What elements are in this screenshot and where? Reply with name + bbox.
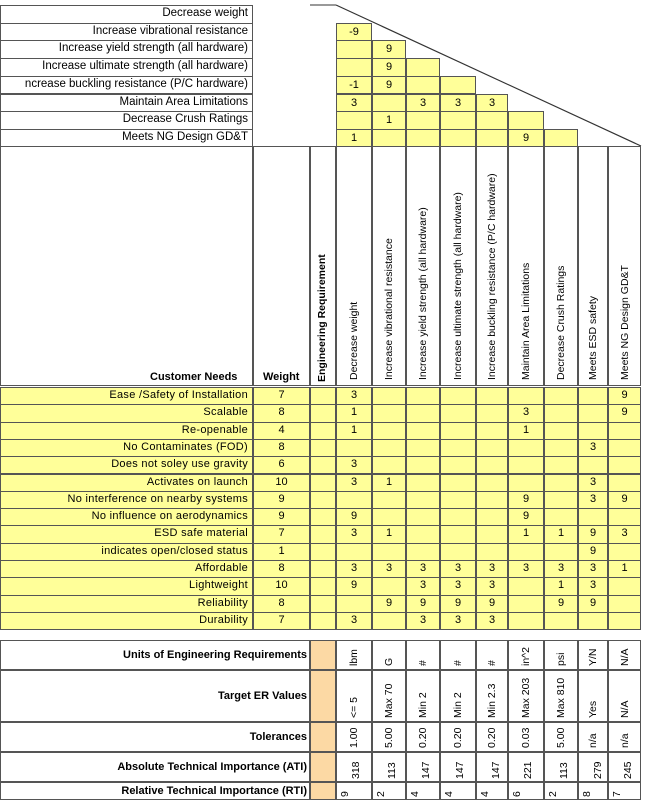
relationship-cell <box>336 595 372 613</box>
roof-value: 1 <box>385 114 393 127</box>
tolerance-value: 5.00 <box>555 727 567 748</box>
relationship-cell <box>440 525 476 543</box>
relationship-cell <box>372 404 406 422</box>
ati-value: 147 <box>490 761 502 779</box>
unit-value: # <box>452 660 464 666</box>
relationship-cell: 1 <box>336 422 372 440</box>
tolerance-label: Tolerances <box>0 722 310 752</box>
roof-row-label: Decrease Crush Ratings <box>0 111 253 130</box>
unit-value: G <box>383 657 395 666</box>
weight-header: Weight <box>263 371 300 383</box>
column-header: Increase ultimate strength (all hardware) <box>452 192 464 380</box>
need-label: No influence on aerodynamics <box>0 508 253 526</box>
relationship-cell: 9 <box>608 387 641 405</box>
relationship-cell <box>578 612 608 630</box>
relationship-cell: 3 <box>440 577 476 595</box>
relationship-cell: 3 <box>476 612 508 630</box>
relationship-cell <box>372 612 406 630</box>
relationship-cell <box>476 508 508 526</box>
relationship-cell <box>440 387 476 405</box>
er-cell <box>310 456 336 474</box>
relationship-cell: 1 <box>372 474 406 492</box>
roof-value: 3 <box>488 96 496 109</box>
need-weight: 6 <box>253 456 310 474</box>
relationship-cell: 1 <box>372 525 406 543</box>
relationship-cell <box>578 508 608 526</box>
customer-needs-header: Customer Needs <box>150 371 238 383</box>
need-label: Ease /Safety of Installation <box>0 387 253 405</box>
need-weight: 1 <box>253 543 310 561</box>
relationship-cell <box>578 404 608 422</box>
er-cell <box>310 474 336 492</box>
need-weight: 7 <box>253 525 310 543</box>
relationship-cell <box>608 422 641 440</box>
need-label: Re-openable <box>0 422 253 440</box>
relationship-cell <box>508 439 544 457</box>
relationship-cell <box>508 543 544 561</box>
need-label: No Contaminates (FOD) <box>0 439 253 457</box>
units-label: Units of Engineering Requirements <box>0 640 310 670</box>
tolerance-value: n/a <box>618 733 631 748</box>
need-label: indicates open/closed status <box>0 543 253 561</box>
rti-value: 4 <box>479 791 491 797</box>
target-value: <= 5 <box>348 696 360 718</box>
relationship-cell: 3 <box>578 474 608 492</box>
need-weight: 8 <box>253 404 310 422</box>
relationship-cell <box>608 474 641 492</box>
relationship-cell <box>372 508 406 526</box>
unit-value: lbm <box>348 649 360 666</box>
relationship-cell <box>406 508 440 526</box>
roof-row-label: Meets NG Design GD&T <box>0 129 253 148</box>
need-weight: 7 <box>253 387 310 405</box>
tolerance-value: 0.20 <box>452 727 464 748</box>
relationship-cell <box>406 456 440 474</box>
relationship-cell <box>476 456 508 474</box>
need-weight: 7 <box>253 612 310 630</box>
column-header: Increase buckling resistance (P/C hardware) <box>486 173 498 380</box>
er-cell <box>310 404 336 422</box>
relationship-cell <box>476 491 508 509</box>
roof-value: 3 <box>350 96 358 109</box>
roof-value: 9 <box>385 78 393 91</box>
er-cell <box>310 422 336 440</box>
relationship-cell <box>578 422 608 440</box>
relationship-cell: 1 <box>608 560 641 578</box>
relationship-cell: 3 <box>440 612 476 630</box>
relationship-cell: 3 <box>544 560 578 578</box>
relationship-cell: 9 <box>336 508 372 526</box>
relationship-cell <box>608 595 641 613</box>
relationship-cell <box>508 387 544 405</box>
relationship-cell: 1 <box>336 404 372 422</box>
relationship-cell <box>608 456 641 474</box>
tolerance-value: 0.03 <box>520 727 532 748</box>
roof-diagonal <box>0 0 646 160</box>
relationship-cell <box>544 422 578 440</box>
tolerance-value: 0.20 <box>417 727 429 748</box>
ati-value: 147 <box>420 761 432 779</box>
roof-value: 1 <box>350 131 358 144</box>
relationship-cell <box>608 577 641 595</box>
need-label: Activates on launch <box>0 474 253 492</box>
unit-value: in^2 <box>520 647 532 666</box>
relationship-cell: 3 <box>406 577 440 595</box>
relationship-cell <box>406 525 440 543</box>
relationship-cell: 1 <box>544 577 578 595</box>
relationship-cell <box>440 474 476 492</box>
target-label: Target ER Values <box>0 670 310 722</box>
relationship-cell <box>544 439 578 457</box>
rti-value: 6 <box>511 791 523 797</box>
relationship-cell: 3 <box>336 525 372 543</box>
target-value: Max 810 <box>555 677 567 718</box>
er-cell <box>310 595 336 613</box>
relationship-cell <box>578 456 608 474</box>
relationship-cell <box>508 474 544 492</box>
relationship-cell: 9 <box>578 525 608 543</box>
roof-value: 9 <box>385 61 393 74</box>
relationship-cell <box>608 543 641 561</box>
relationship-cell: 9 <box>608 404 641 422</box>
header-blank <box>0 146 253 386</box>
relationship-cell <box>476 439 508 457</box>
column-header: Meets NG Design GD&T <box>618 265 631 380</box>
tolerance-value: 1.00 <box>348 727 360 748</box>
relationship-cell <box>372 491 406 509</box>
need-weight: 10 <box>253 474 310 492</box>
target-value: N/A <box>618 700 631 718</box>
relationship-cell <box>406 474 440 492</box>
relationship-cell: 3 <box>578 577 608 595</box>
relationship-cell: 3 <box>336 474 372 492</box>
roof-value: 3 <box>419 96 427 109</box>
target-value: Max 70 <box>383 683 395 718</box>
ati-value: 279 <box>592 761 604 779</box>
relationship-cell <box>406 491 440 509</box>
er-cell <box>310 387 336 405</box>
relationship-cell: 3 <box>372 560 406 578</box>
relationship-cell: 9 <box>578 543 608 561</box>
er-cell <box>310 508 336 526</box>
relationship-cell: 9 <box>476 595 508 613</box>
rti-value: 9 <box>339 791 351 797</box>
relationship-cell: 3 <box>578 560 608 578</box>
relationship-cell <box>578 387 608 405</box>
relationship-cell <box>336 491 372 509</box>
rti-value: 7 <box>611 791 623 797</box>
need-weight: 4 <box>253 422 310 440</box>
relationship-cell <box>476 422 508 440</box>
relationship-cell <box>440 491 476 509</box>
er-cell <box>310 577 336 595</box>
relationship-cell: 9 <box>508 491 544 509</box>
need-weight: 9 <box>253 491 310 509</box>
weight-header-cell <box>253 146 310 386</box>
target-value: Min 2 <box>417 692 429 718</box>
relationship-cell <box>608 612 641 630</box>
tolerance-value: 5.00 <box>383 727 395 748</box>
target-value: Yes <box>587 700 599 718</box>
relationship-cell <box>372 543 406 561</box>
relationship-cell <box>336 543 372 561</box>
relationship-cell: 3 <box>578 491 608 509</box>
need-label: ESD safe material <box>0 525 253 543</box>
relationship-cell: 3 <box>440 560 476 578</box>
relationship-cell <box>440 439 476 457</box>
relationship-cell <box>440 543 476 561</box>
relationship-cell <box>440 404 476 422</box>
need-label: Scalable <box>0 404 253 422</box>
relationship-cell <box>406 422 440 440</box>
need-weight: 10 <box>253 577 310 595</box>
roof-row-label: ncrease buckling resistance (P/C hardware) <box>0 76 253 95</box>
ati-label: Absolute Technical Importance (ATI) <box>0 752 310 782</box>
relationship-cell <box>544 456 578 474</box>
target-value: Max 203 <box>520 677 532 718</box>
ati-value: 221 <box>522 761 534 779</box>
relationship-cell <box>440 508 476 526</box>
er-footer-cell <box>310 722 336 752</box>
rti-value: 4 <box>409 791 421 797</box>
unit-value: Y/N <box>587 648 599 666</box>
need-weight: 9 <box>253 508 310 526</box>
rti-value: 4 <box>443 791 455 797</box>
er-footer-cell <box>310 782 336 800</box>
relationship-cell <box>406 543 440 561</box>
relationship-cell: 3 <box>336 456 372 474</box>
roof-row-label: Increase vibrational resistance <box>0 23 253 42</box>
relationship-cell <box>508 456 544 474</box>
need-label: Reliability <box>0 595 253 613</box>
er-cell <box>310 439 336 457</box>
relationship-cell: 9 <box>406 595 440 613</box>
relationship-cell <box>608 508 641 526</box>
er-cell <box>310 543 336 561</box>
relationship-cell <box>508 612 544 630</box>
engineering-requirement-header: Engineering Requirement <box>316 254 328 382</box>
column-header: Decrease weight <box>348 301 360 380</box>
relationship-cell: 9 <box>336 577 372 595</box>
need-label: Durability <box>0 612 253 630</box>
relationship-cell <box>476 474 508 492</box>
need-label: Lightweight <box>0 577 253 595</box>
ati-value: 147 <box>454 761 466 779</box>
unit-value: # <box>486 660 498 666</box>
roof-value: -1 <box>349 78 359 91</box>
need-weight: 8 <box>253 439 310 457</box>
roof-row-label: Maintain Area Limitations <box>0 94 253 113</box>
ati-value: 245 <box>622 761 634 779</box>
roof-value: -9 <box>349 25 359 38</box>
relationship-cell: 3 <box>406 560 440 578</box>
tolerance-value: n/a <box>587 733 599 748</box>
er-cell <box>310 491 336 509</box>
relationship-cell <box>336 439 372 457</box>
unit-value: N/A <box>618 648 631 666</box>
relationship-cell <box>544 612 578 630</box>
column-header: Increase yield strength (all hardware) <box>417 207 429 380</box>
roof-value: 9 <box>385 43 393 56</box>
er-cell <box>310 560 336 578</box>
need-label: Does not soley use gravity <box>0 456 253 474</box>
column-header: Decrease Crush Ratings <box>555 265 567 380</box>
er-cell <box>310 525 336 543</box>
er-footer-cell <box>310 670 336 722</box>
column-header: Meets ESD safety <box>587 295 599 380</box>
relationship-cell <box>608 439 641 457</box>
relationship-cell: 3 <box>336 560 372 578</box>
relationship-cell <box>508 577 544 595</box>
relationship-cell <box>476 543 508 561</box>
need-label: No interference on nearby systems <box>0 491 253 509</box>
rti-value: 8 <box>581 791 593 797</box>
relationship-cell: 1 <box>508 422 544 440</box>
ati-value: 113 <box>558 762 570 779</box>
rti-value: 2 <box>547 791 559 797</box>
relationship-cell: 1 <box>544 525 578 543</box>
relationship-cell <box>544 508 578 526</box>
relationship-cell: 9 <box>372 595 406 613</box>
relationship-cell <box>476 525 508 543</box>
target-value: Min 2.3 <box>486 683 498 718</box>
er-footer-cell <box>310 752 336 782</box>
relationship-cell: 1 <box>508 525 544 543</box>
relationship-cell: 3 <box>578 439 608 457</box>
column-header: Maintain Area Limitations <box>520 262 532 380</box>
er-cell <box>310 612 336 630</box>
roof-row-label: Increase ultimate strength (all hardware) <box>0 58 253 77</box>
relationship-cell <box>544 543 578 561</box>
relationship-cell <box>406 387 440 405</box>
relationship-cell <box>544 387 578 405</box>
relationship-cell: 3 <box>508 404 544 422</box>
need-weight: 8 <box>253 595 310 613</box>
relationship-cell: 9 <box>608 491 641 509</box>
need-weight: 8 <box>253 560 310 578</box>
relationship-cell: 9 <box>440 595 476 613</box>
relationship-cell <box>476 387 508 405</box>
relationship-cell <box>544 474 578 492</box>
relationship-cell: 3 <box>406 612 440 630</box>
target-value: Min 2 <box>452 692 464 718</box>
relationship-cell: 9 <box>578 595 608 613</box>
relationship-cell: 3 <box>608 525 641 543</box>
need-label: Affordable <box>0 560 253 578</box>
unit-value: psi <box>555 652 567 666</box>
rti-label: Relative Technical Importance (RTI) <box>0 782 310 800</box>
relationship-cell <box>440 456 476 474</box>
relationship-cell <box>406 439 440 457</box>
relationship-cell: 9 <box>544 595 578 613</box>
relationship-cell <box>372 387 406 405</box>
rti-value: 2 <box>375 791 387 797</box>
relationship-cell <box>508 595 544 613</box>
relationship-cell <box>372 439 406 457</box>
relationship-cell <box>372 456 406 474</box>
relationship-cell <box>406 404 440 422</box>
roof-value: 3 <box>454 96 462 109</box>
relationship-cell <box>544 404 578 422</box>
relationship-cell: 3 <box>336 387 372 405</box>
roof-row-label: Increase yield strength (all hardware) <box>0 40 253 59</box>
roof-value: 9 <box>522 131 530 144</box>
relationship-cell: 3 <box>336 612 372 630</box>
relationship-cell: 9 <box>508 508 544 526</box>
relationship-cell: 3 <box>508 560 544 578</box>
relationship-cell: 3 <box>476 577 508 595</box>
relationship-cell: 3 <box>476 560 508 578</box>
unit-value: # <box>417 660 429 666</box>
ati-value: 318 <box>350 761 362 779</box>
column-header: Increase vibrational resistance <box>383 238 395 380</box>
ati-value: 113 <box>386 762 398 779</box>
relationship-cell <box>440 422 476 440</box>
tolerance-value: 0.20 <box>486 727 498 748</box>
roof-row-label: Decrease weight <box>0 5 253 24</box>
relationship-cell <box>544 491 578 509</box>
relationship-cell <box>372 577 406 595</box>
relationship-cell <box>372 422 406 440</box>
er-footer-cell <box>310 640 336 670</box>
relationship-cell <box>476 404 508 422</box>
